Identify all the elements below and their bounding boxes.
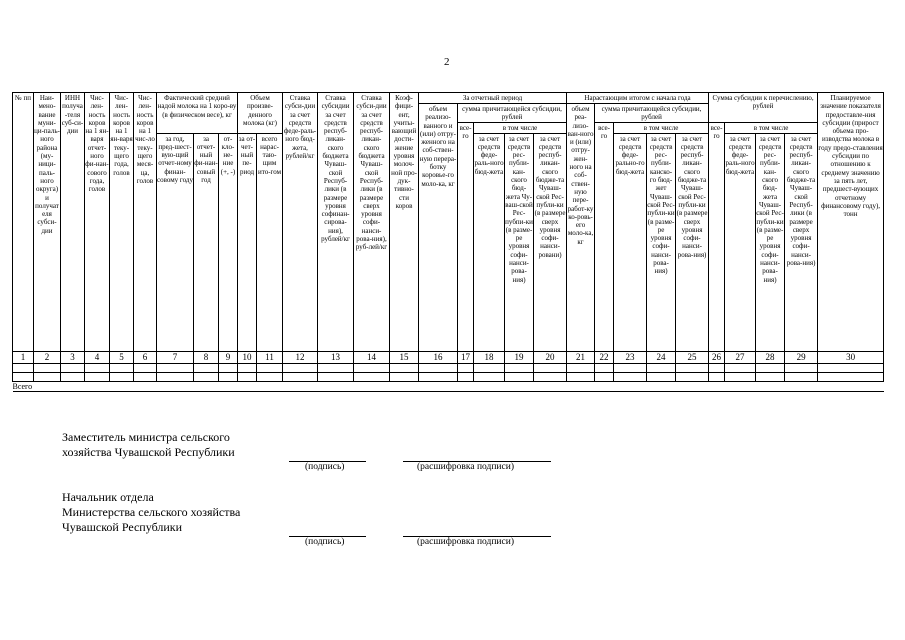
header-report-sum: сумма причитающейся субсидии, рублей bbox=[458, 104, 567, 123]
column-number: 30 bbox=[818, 351, 884, 363]
column-number: 25 bbox=[676, 351, 709, 363]
table-cell bbox=[134, 372, 157, 381]
table-cell bbox=[458, 363, 474, 372]
signature-caption: (подпись) bbox=[305, 537, 345, 547]
signer-title-line: Начальник отдела bbox=[62, 490, 154, 504]
column-number: 15 bbox=[390, 351, 419, 363]
table-cell bbox=[354, 372, 390, 381]
header-yield-report: за отчет-ный фи-нан-совый год bbox=[194, 133, 219, 351]
header-group-payment: Сумма субсидии к перечислению, рублей bbox=[709, 93, 818, 123]
table-cell bbox=[194, 363, 219, 372]
table-row bbox=[13, 372, 884, 381]
table-cell bbox=[419, 372, 458, 381]
table-cell bbox=[534, 363, 567, 372]
table-cell bbox=[505, 372, 534, 381]
header-cows-month: Чис-лен-ность коров на 1 чис-ло теку-щего меся-ца, голов bbox=[134, 93, 157, 352]
column-number: 22 bbox=[595, 351, 614, 363]
table-cell bbox=[567, 372, 595, 381]
header-coefficient: Коэф-фици-ент, учиты-вающий дости-жение уровня молоч-ной про-дук-тивно-сти коров bbox=[390, 93, 419, 352]
column-number-row bbox=[13, 351, 884, 363]
table-cell bbox=[614, 372, 647, 381]
table-cell bbox=[238, 363, 257, 372]
header-cows-jan-current: Чис-лен-ность коров на 1 ян-варя теку-щего года, голов bbox=[110, 93, 134, 352]
column-number: 1 bbox=[13, 351, 34, 363]
header-volume-period: за от-чет-ный пе-риод bbox=[238, 133, 257, 351]
header-group-report-period: За отчетный период bbox=[419, 93, 567, 104]
column-number: 24 bbox=[647, 351, 676, 363]
header-volume-cumulative: всего нарас-таю-щим ито-гом bbox=[257, 133, 283, 351]
table-cell bbox=[257, 363, 283, 372]
header-cum-volume: объем реа-лизо-ван-ного и (или) отгру-жен-ного на соб-ствен-ную пере-работ-ку ко-ровь-его моло-ка, кг bbox=[567, 104, 595, 352]
column-number: 19 bbox=[505, 351, 534, 363]
table-cell bbox=[474, 372, 505, 381]
header-cum-incl: в том числе bbox=[614, 122, 709, 133]
header-rate-republic-cofin: Ставка субсидии за счет средств респуб-ликан-ского бюджета Чуваш-ской Респуб-лики (в размере уровня софинан-сирова-ния), рублей/кг bbox=[318, 93, 354, 352]
table-cell bbox=[194, 372, 219, 381]
column-number: 6 bbox=[134, 351, 157, 363]
column-number: 26 bbox=[709, 351, 725, 363]
header-cum-republic-cofin: за счет средств рес-публи-канско-го бюд-жет Чуваш-ской Рес-публи-ки (в разме-ре уровня софи-нанси-рова-ния) bbox=[647, 133, 676, 351]
column-number: 20 bbox=[534, 351, 567, 363]
table-cell bbox=[238, 372, 257, 381]
table-cell bbox=[219, 372, 238, 381]
header-rate-federal: Ставка субси-дии за счет средств феде-раль-ного бюд-жета, рублей/кг bbox=[283, 93, 318, 352]
table-cell bbox=[647, 363, 676, 372]
header-pay-total: все-го bbox=[709, 122, 725, 351]
header-report-republic-over: за счет средств респуб-ликан-ского бюдже-та Чуваш-ской Рес-публи-ки (в размере сверх уровня софи-нанси-ровани) bbox=[534, 133, 567, 351]
table-cell bbox=[34, 372, 61, 381]
table-cell bbox=[283, 363, 318, 372]
table-cell bbox=[85, 372, 110, 381]
total-label: Всего bbox=[13, 381, 61, 391]
header-yield-deviation: от-кло-не-ние (+, -) bbox=[219, 133, 238, 351]
table-cell bbox=[505, 363, 534, 372]
header-report-republic-cofin: за счет средств рес-публи-кан-ского бюд-жета Чу-ваш-ской Рес-пубпи-ки (в разме-ре уровня софи-нанси-рова-ния) bbox=[505, 133, 534, 351]
header-group-volume: Объем произве-денного молока (кг) bbox=[238, 93, 283, 134]
signer-title-line: Чувашской Республики bbox=[62, 520, 183, 534]
table-cell bbox=[134, 363, 157, 372]
header-pay-federal: за счет средств феде-раль-ного бюд-жета bbox=[725, 133, 756, 351]
column-number: 16 bbox=[419, 351, 458, 363]
header-num: № пп bbox=[13, 93, 34, 352]
table-cell bbox=[61, 372, 85, 381]
header-report-total: все-го bbox=[458, 122, 474, 351]
table-cell bbox=[595, 372, 614, 381]
signature-block-1 bbox=[62, 430, 235, 460]
header-report-incl: в том числе bbox=[474, 122, 567, 133]
header-pay-incl: в том числе bbox=[725, 122, 818, 133]
column-number: 29 bbox=[785, 351, 818, 363]
header-cum-sum: сумма причитающейся субсидии, рублей bbox=[595, 104, 709, 123]
table-cell bbox=[709, 363, 725, 372]
table-cell bbox=[818, 363, 884, 372]
table-cell bbox=[567, 363, 595, 372]
table-cell bbox=[534, 372, 567, 381]
column-number: 14 bbox=[354, 351, 390, 363]
column-number: 5 bbox=[110, 351, 134, 363]
table-cell bbox=[61, 363, 85, 372]
column-number: 9 bbox=[219, 351, 238, 363]
table-cell bbox=[219, 363, 238, 372]
total-empty bbox=[61, 381, 884, 391]
column-number: 17 bbox=[458, 351, 474, 363]
header-pay-republic-cofin: за счет средств рес-публи-кан-ского бюд-жета Чуваш-ской Рес-публи-ки (в разме-ре уровня софи-нанси-рова-ния) bbox=[756, 133, 785, 351]
header-inn: ИНН получа-теля суб-си-дии bbox=[61, 93, 85, 352]
table-cell bbox=[354, 363, 390, 372]
table-cell bbox=[318, 372, 354, 381]
table-cell bbox=[13, 372, 34, 381]
table-cell bbox=[13, 363, 34, 372]
column-number: 27 bbox=[725, 351, 756, 363]
header-rate-republic-over: Ставка субси-дии за счет средств респуб-ликан-ского бюджета Чуваш-ской Респуб-лики (в размере сверх уровня софи-нанси-рова-ния), руб-лей/кг bbox=[354, 93, 390, 352]
page-number: 2 bbox=[444, 56, 450, 68]
table-row bbox=[13, 363, 884, 372]
table-cell bbox=[110, 363, 134, 372]
table-cell bbox=[474, 363, 505, 372]
header-district: Наи-мено-вание муни-ци-паль-ного района (му-ници-паль-ного округа) и получателя субси-дии bbox=[34, 93, 61, 352]
table-cell bbox=[85, 363, 110, 372]
table-cell bbox=[110, 372, 134, 381]
header-cum-republic-over: за счет средств респуб-ликан-ского бюдже-та Чуваш-ской Рес-публи-ки (в размере сверх уровня софи-нанси-рова-ния) bbox=[676, 133, 709, 351]
column-number: 4 bbox=[85, 351, 110, 363]
table-cell bbox=[34, 363, 61, 372]
table-cell bbox=[390, 372, 419, 381]
table-cell bbox=[647, 372, 676, 381]
subsidy-table bbox=[12, 92, 884, 392]
decode-caption: (расшифровка подписи) bbox=[417, 462, 514, 472]
header-yield-prev: за год, пред-шест-вую-щий отчет-ному финан-совому году bbox=[157, 133, 194, 351]
column-number: 7 bbox=[157, 351, 194, 363]
table-cell bbox=[676, 372, 709, 381]
table-cell bbox=[257, 372, 283, 381]
table-cell bbox=[157, 372, 194, 381]
table-cell bbox=[283, 372, 318, 381]
table-cell bbox=[818, 372, 884, 381]
column-number: 8 bbox=[194, 351, 219, 363]
column-number: 23 bbox=[614, 351, 647, 363]
table-cell bbox=[785, 372, 818, 381]
table-cell bbox=[419, 363, 458, 372]
signer-title-line: хозяйства Чувашской Республики bbox=[62, 445, 235, 459]
header-cows-jan-report: Чис-лен-ность коров на 1 ян-варя отчет-ного фи-нан-сового года, голов bbox=[85, 93, 110, 352]
header-group-milk-yield: Фактический средний надой молока на 1 коро-ву (в физическом весе), кг bbox=[157, 93, 238, 134]
table-cell bbox=[756, 363, 785, 372]
signature-block-2 bbox=[62, 490, 240, 535]
header-group-cumulative: Нарастающим итогом с начала года bbox=[567, 93, 709, 104]
table-cell bbox=[756, 372, 785, 381]
table-cell bbox=[725, 372, 756, 381]
table-cell bbox=[785, 363, 818, 372]
signature-caption: (подпись) bbox=[305, 462, 345, 472]
header-report-federal: за счет средств феде-раль-ного бюд-жета bbox=[474, 133, 505, 351]
header-pay-republic-over: за счет средств респуб-ликан-ского бюдже-та Чуваш-ской Респуб-лики (в размере сверх уровня софи-нанси-рова-ния) bbox=[785, 133, 818, 351]
header-cum-total: все-го bbox=[595, 122, 614, 351]
header-planned-value: Планируемое значение показателя предоставле-ния субсидии (прирост объема про-изводства молока в году предо-ставления субсидии по отношению к среднему значению за пять лет, предшест-вующих отчетному финансовому году), тонн bbox=[818, 93, 884, 352]
column-number: 18 bbox=[474, 351, 505, 363]
table-cell bbox=[709, 372, 725, 381]
column-number: 3 bbox=[61, 351, 85, 363]
column-number: 10 bbox=[238, 351, 257, 363]
column-number: 12 bbox=[283, 351, 318, 363]
column-number: 28 bbox=[756, 351, 785, 363]
column-number: 2 bbox=[34, 351, 61, 363]
table-cell bbox=[725, 363, 756, 372]
column-number: 11 bbox=[257, 351, 283, 363]
table-cell bbox=[614, 363, 647, 372]
table-cell bbox=[676, 363, 709, 372]
table-cell bbox=[390, 363, 419, 372]
table-cell bbox=[157, 363, 194, 372]
table-cell bbox=[318, 363, 354, 372]
column-number: 21 bbox=[567, 351, 595, 363]
signer-title-line: Заместитель министра сельского bbox=[62, 430, 230, 444]
header-report-volume: объем реализо-ванного и (или) отгру-женного на соб-ствен-ную перера-ботку коровье-го моло-ка, кг bbox=[419, 104, 458, 352]
decode-caption: (расшифровка подписи) bbox=[417, 537, 514, 547]
signer-title-line: Министерства сельского хозяйства bbox=[62, 505, 241, 519]
table-cell bbox=[458, 372, 474, 381]
header-cum-federal: за счет средств феде-рально-го бюд-жета bbox=[614, 133, 647, 351]
column-number: 13 bbox=[318, 351, 354, 363]
table-cell bbox=[595, 363, 614, 372]
total-row bbox=[13, 381, 884, 391]
